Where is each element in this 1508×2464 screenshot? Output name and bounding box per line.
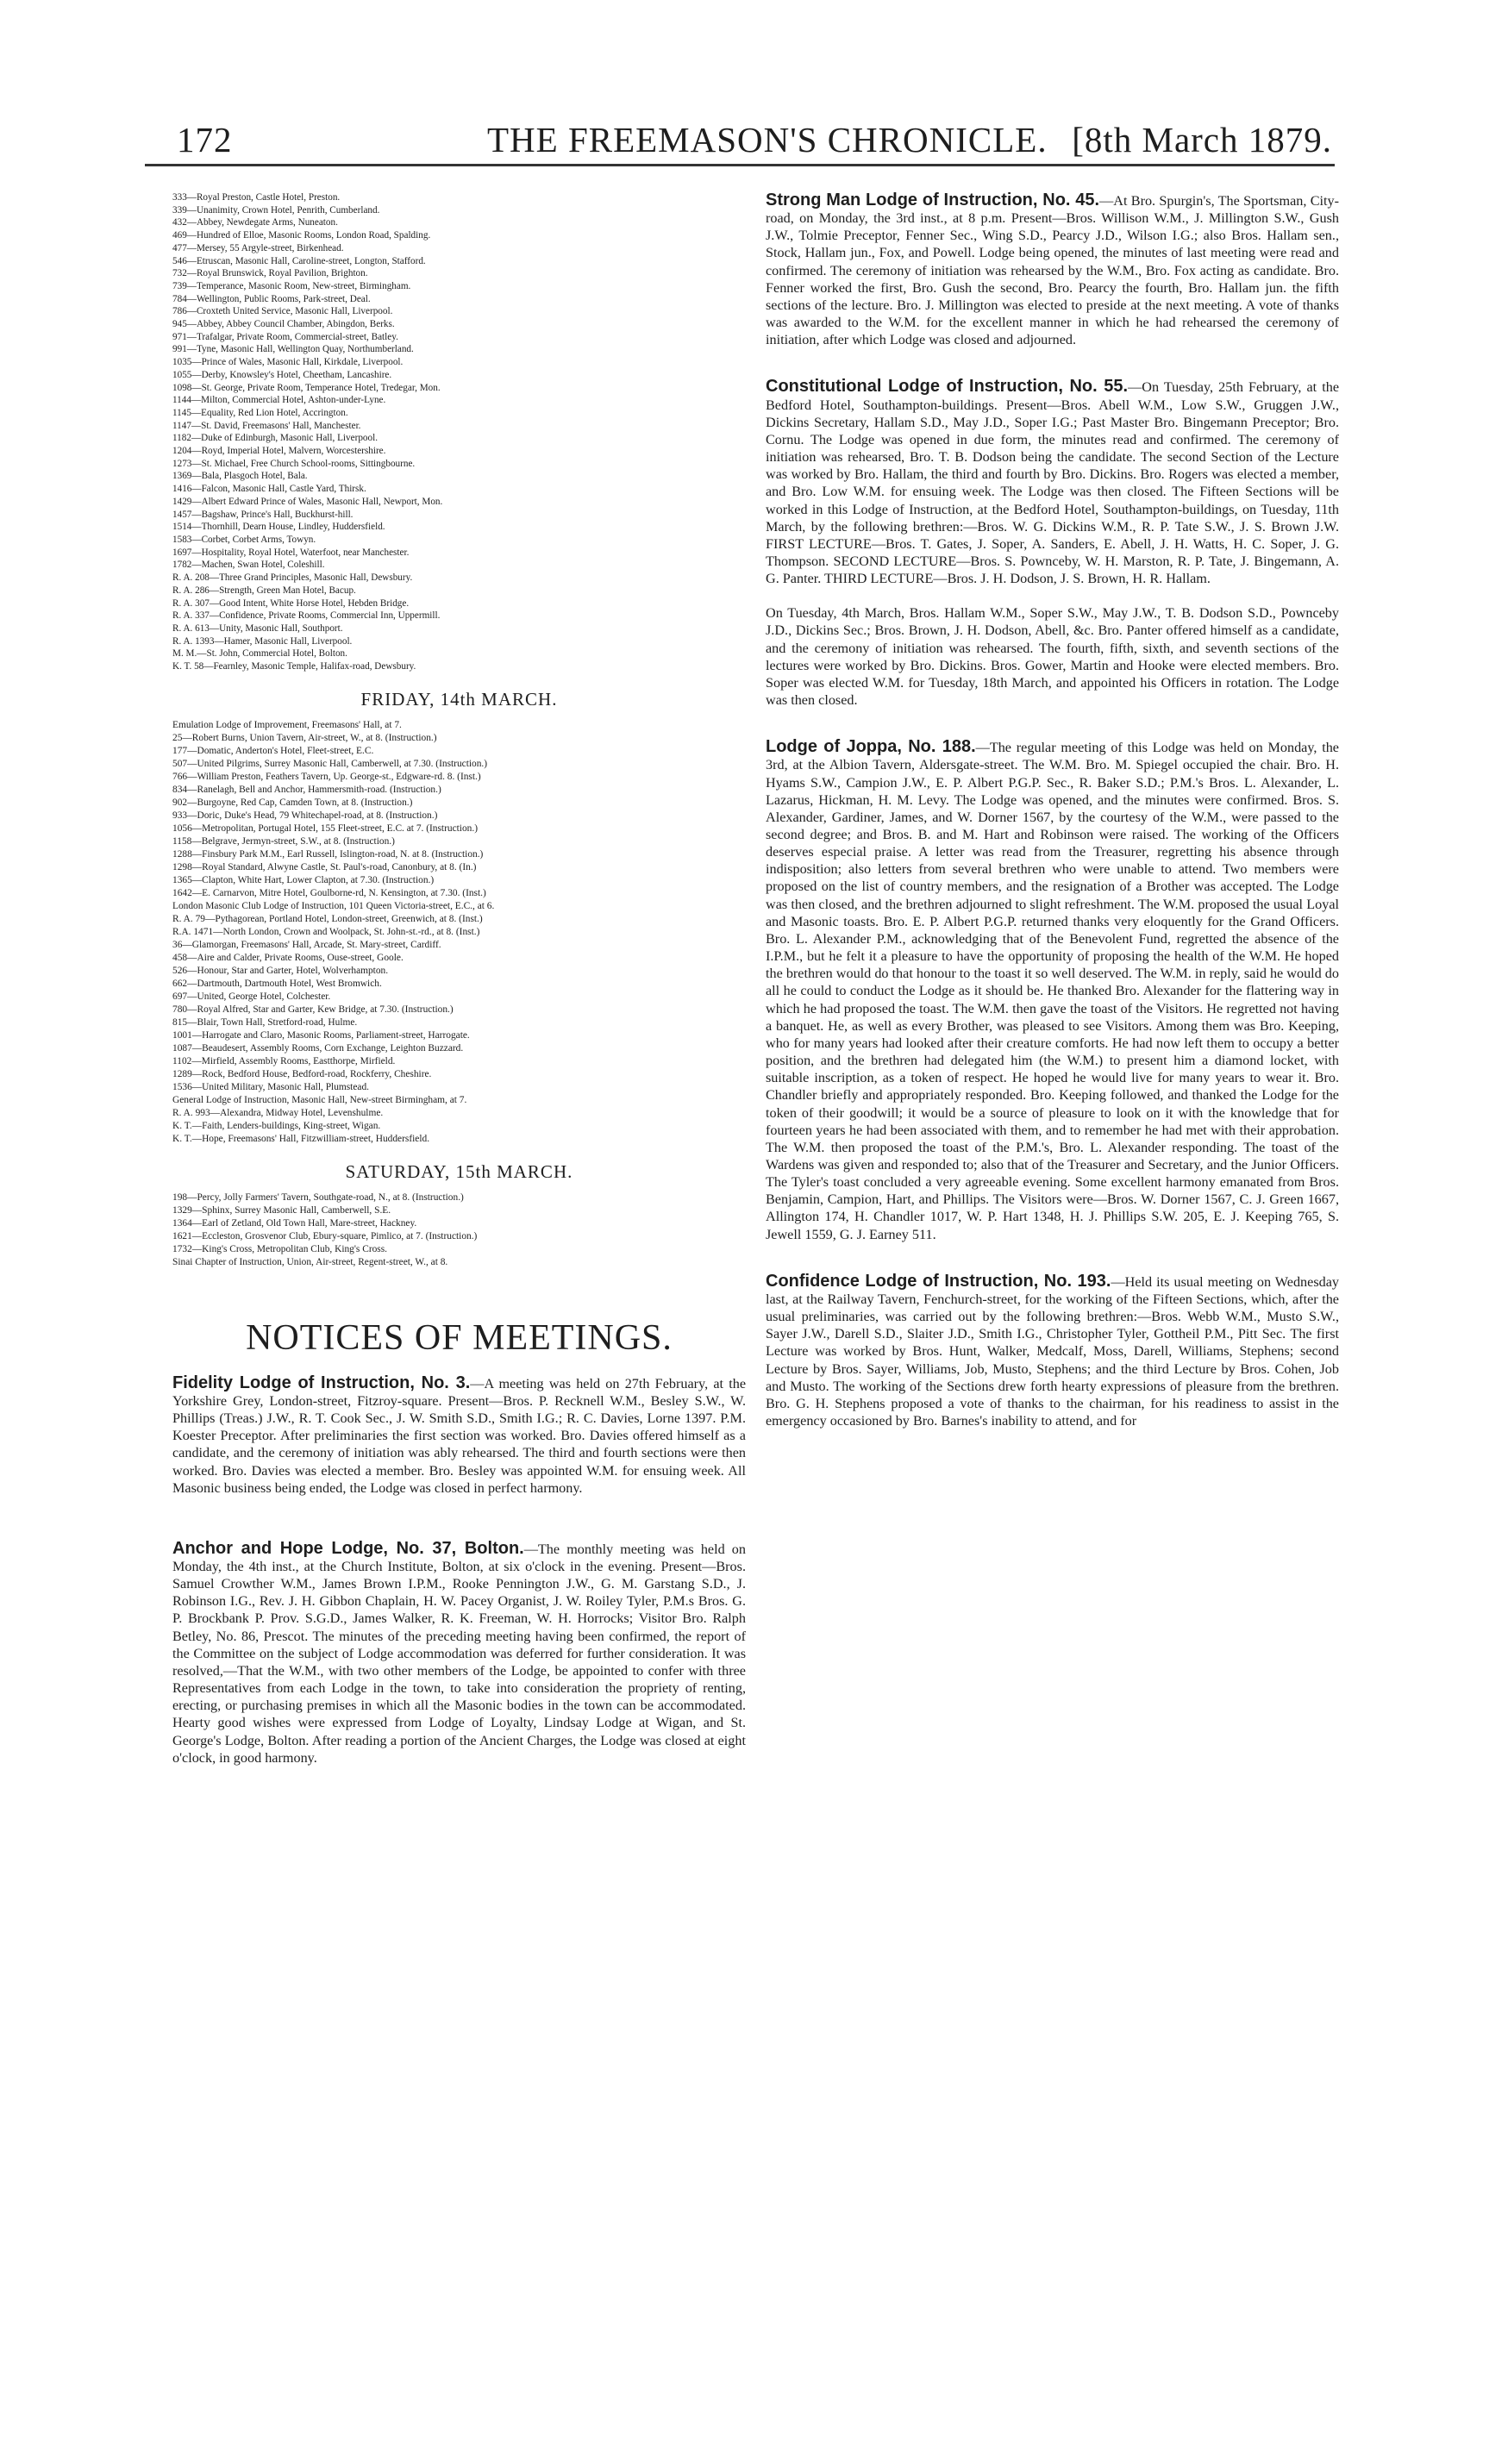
- article-title: Lodge of Joppa, No. 188.: [766, 737, 976, 757]
- notices-heading: NOTICES OF MEETINGS.: [246, 1317, 673, 1358]
- list-item: 1102—Mirfield, Assembly Rooms, Eastthorpe, Mirfield.: [172, 1055, 396, 1066]
- list-item: 945—Abbey, Abbey Council Chamber, Abingdon, Berks.: [172, 319, 395, 330]
- list-item: 1514—Thornhill, Dearn House, Lindley, Huddersfield.: [172, 522, 385, 533]
- article-title: Anchor and Hope Lodge, No. 37, Bolton.: [172, 1538, 524, 1558]
- list-item: 1732—King's Cross, Metropolitan Club, King's Cross.: [172, 1243, 388, 1254]
- list-item: M. M.—St. John, Commercial Hotel, Bolton.: [172, 648, 347, 660]
- list-item: R. A. 286—Strength, Green Man Hotel, Bacup.: [172, 585, 356, 596]
- list-item: 732—Royal Brunswick, Royal Pavilion, Brighton.: [172, 268, 368, 279]
- list-item: 1416—Falcon, Masonic Hall, Castle Yard, Thirsk.: [172, 484, 366, 495]
- list-item: K. T. 58—Fearnley, Masonic Temple, Halifax-road, Dewsbury.: [172, 661, 416, 672]
- friday-heading: FRIDAY, 14th MARCH.: [360, 688, 558, 710]
- list-item: R. A. 613—Unity, Masonic Hall, Southport.: [172, 622, 343, 634]
- article-fidelity: [172, 1374, 746, 1497]
- list-item: 1329—Sphinx, Surrey Masonic Hall, Camberwell, S.E.: [172, 1204, 391, 1216]
- list-item: 469—Hundred of Elloe, Masonic Rooms, London Road, Spalding.: [172, 230, 431, 241]
- article-constitutional: [766, 378, 1339, 587]
- issue-date: [8th March 1879.: [1072, 120, 1332, 159]
- list-item: 1298—Royal Standard, Alwyne Castle, St. Paul's-road, Canonbury, at 8. (In.): [172, 861, 477, 872]
- list-item: R. A. 208—Three Grand Principles, Masonic Hall, Dewsbury.: [172, 572, 413, 584]
- article-title: Strong Man Lodge of Instruction, No. 45.: [766, 191, 1100, 210]
- article-body: —Held its usual meeting on Wednesday last, at the Railway Tavern, Fenchurch-street, for the working of the Fifteen Sections, which, after the usual preliminaries, was carried out by the following brethren:—Bros. Webb W.M., Musto S.W., Sayer J.W., Darell S.D., Slaiter J.D., Smith I.G., Christopher Tyler, Gottheil P.M., Pitt Sec. The first Lecture was worked by Bros. Hunt, Walker, Medcalf, Moss, Darell, Williams, Stephens; second Lecture by Bros. Sayer, Williams, Job, Musto, Stephens; and the third Lecture by Bros. Cohen, Job and Musto. The working of the Sections drew forth hearty expressions of pleasure from the brethren. Bro. G. H. Stephens proposed a vote of thanks to the chairman, for his readiness to assist in the emergency occasioned by Bro. Barnes's inability to attend, and for: [766, 1273, 1339, 1429]
- list-item: R. A. 307—Good Intent, White Horse Hotel, Hebden Bridge.: [172, 597, 410, 609]
- list-item: 1001—Harrogate and Claro, Masonic Rooms, Parliament-street, Harrogate.: [172, 1029, 470, 1041]
- list-item: 1536—United Military, Masonic Hall, Plumstead.: [172, 1081, 369, 1092]
- list-item: 526—Honour, Star and Garter, Hotel, Wolverhampton.: [172, 965, 389, 976]
- list-item: 834—Ranelagh, Bell and Anchor, Hammersmith-road. (Instruction.): [172, 784, 441, 795]
- article-body: —At Bro. Spurgin's, The Sportsman, City-road, on Monday, the 3rd inst., at 8 p.m. Present—Bros. Willison W.M., J. Millington S.W., Gush J.W., Tolmie Preceptor, Fenner Sec., Wing S.D., Pearcy J.D., Wilson I.G.; also Bros. Hallam sen., Stock, Hallam jun., Fox, and Powell. Lodge being opened, the minutes of last meeting were read and confirmed. The ceremony of initiation was rehearsed by the W.M., Bro. Fox acting as candidate. Bro. Fenner worked the first, Bro. Gush the second, Bro. Pearcy the fourth, Bro. Hallam jun. the fifth sections of the lecture. Bro. J. Millington was elected to preside at the next meeting. A vote of thanks was awarded to the W.M. for the excellent manner in which he had rehearsed the ceremony of initiation, after which Lodge was closed and adjourned.: [766, 193, 1339, 348]
- article-strong-man: [766, 191, 1339, 348]
- list-item: 1087—Beaudesert, Assembly Rooms, Corn Exchange, Leighton Buzzard.: [172, 1042, 464, 1054]
- spacer: [766, 587, 1339, 604]
- list-item: 697—United, George Hotel, Colchester.: [172, 991, 331, 1002]
- list-item: 971—Trafalgar, Private Room, Commercial-street, Batley.: [172, 331, 398, 342]
- list-item: 1204—Royd, Imperial Hotel, Malvern, Worcestershire.: [172, 446, 386, 457]
- list-item: 780—Royal Alfred, Star and Garter, Kew Bridge, at 7.30. (Instruction.): [172, 1004, 454, 1015]
- friday-list: [172, 719, 746, 1146]
- article-title: Constitutional Lodge of Instruction, No. 55.: [766, 377, 1129, 397]
- list-item: 991—Tyne, Masonic Hall, Wellington Quay, Northumberland.: [172, 344, 414, 355]
- masthead: [177, 119, 1332, 159]
- list-item: 786—Croxteth United Service, Masonic Hall, Liverpool.: [172, 306, 393, 317]
- list-item: 739—Temperance, Masonic Room, New-street, Birmingham.: [172, 280, 411, 291]
- saturday-list: [172, 1191, 746, 1269]
- list-item: 477—Mersey, 55 Argyle-street, Birkenhead.: [172, 242, 344, 253]
- list-item: 1621—Eccleston, Grosvenor Club, Ebury-square, Pimlico, at 7. (Instruction.): [172, 1230, 478, 1241]
- list-item: Emulation Lodge of Improvement, Freemasons' Hall, at 7.: [172, 719, 402, 730]
- list-item: London Masonic Club Lodge of Instruction, 101 Queen Victoria-street, E.C., at 6.: [172, 900, 495, 911]
- left-column: [172, 191, 746, 1767]
- article-confidence: [766, 1273, 1339, 1429]
- article-anchor-and-hope: [172, 1540, 746, 1767]
- list-item: 1144—Milton, Commercial Hotel, Ashton-under-Lyne.: [172, 395, 386, 406]
- list-item: 1642—E. Carnarvon, Mitre Hotel, Goulborne-rd, N. Kensington, at 7.30. (Inst.): [172, 887, 486, 898]
- list-item: 177—Domatic, Anderton's Hotel, Fleet-street, E.C.: [172, 745, 374, 756]
- publication-title: THE FREEMASON'S CHRONICLE.: [487, 120, 1048, 159]
- article-title: Confidence Lodge of Instruction, No. 193.: [766, 1271, 1111, 1291]
- list-item: 339—Unanimity, Crown Hotel, Penrith, Cumberland.: [172, 204, 380, 216]
- spacer: [172, 1497, 746, 1540]
- article-constitutional-continued: On Tuesday, 4th March, Bros. Hallam W.M., Soper S.W., May J.W., T. B. Dodson S.D., Powncebу J.D., Dickins Sec.; Bros. Brown, J. H. Dodson, Abell, &c. Bro. Panter offered himself as a candidate, and the ceremony of initiation was rehearsed. The fourth, fifth, sixth, and seventh sections of the lectures were worked by Bro. Dickins. Bros. Gower, Martin and Hooke were elected members. Bro. Soper was elected W.M. for Tuesday, 18th March, and appointed his Officers in rotation. The Lodge was then closed.: [766, 605, 1339, 709]
- list-item: 1182—Duke of Edinburgh, Masonic Hall, Liverpool.: [172, 433, 379, 444]
- list-item: 1369—Bala, Plasgoch Hotel, Bala.: [172, 471, 308, 482]
- list-item: 198—Percy, Jolly Farmers' Tavern, Southgate-road, N., at 8. (Instruction.): [172, 1191, 464, 1203]
- list-item: 25—Robert Burns, Union Tavern, Air-street, W., at 8. (Instruction.): [172, 732, 437, 743]
- list-item: 815—Blair, Town Hall, Stretford-road, Hulme.: [172, 1016, 358, 1028]
- saturday-heading: SATURDAY, 15th MARCH.: [345, 1160, 573, 1182]
- list-item: 1055—Derby, Knowsley's Hotel, Cheetham, Lancashire.: [172, 369, 392, 380]
- list-item: R. A. 993—Alexandra, Midway Hotel, Levenshulme.: [172, 1107, 384, 1118]
- list-item: 784—Wellington, Public Rooms, Park-street, Deal.: [172, 293, 371, 304]
- list-item: 36—Glamorgan, Freemasons' Hall, Arcade, St. Mary-street, Cardiff.: [172, 939, 441, 950]
- header-rule: [145, 164, 1335, 166]
- list-item: K. T.—Faith, Lenders-buildings, King-street, Wigan.: [172, 1120, 381, 1131]
- article-body: —The monthly meeting was held on Monday, the 4th inst., at the Church Institute, Bolton, at six o'clock in the evening. Present—Bros. Samuel Crowther W.M., James Brown I.P.M., Rooke Pennington J.W., G. M. Garstang S.D., J. Robinson I.G., Rev. J. H. Gibbon Chaplain, H. W. Pacey Organist, J. W. Roiley Tyler, P.M.s Bros. G. P. Brockbank P. Prov. S.G.D., James Walker, R. K. Freeman, W. H. Horrocks; Visitor Bro. Ralph Betley, No. 86, Prescot. The minutes of the preceding meeting having been confirmed, the report of the Committee on the subject of Lodge accommodation was deferred for further consideration. It was resolved,—That the W.M., with two other members of the Lodge, be appointed to confer with three Representatives from each Lodge in the town, to take into consideration the propriety of renting, erecting, or purchasing premises in which all the Masonic bodies in the town can be accommodated. Hearty good wishes were expressed from Lodge of Loyalty, Lindsay Lodge at Wigan, and St. George's Lodge, Bolton. After reading a portion of the Ancient Charges, the Lodge was closed at eight o'clock, in good harmony.: [172, 1541, 746, 1766]
- list-item: K. T.—Hope, Freemasons' Hall, Fitzwilliam-street, Huddersfield.: [172, 1133, 430, 1144]
- list-item: R.A. 1471—North London, Crown and Woolpack, St. John-st.-rd., at 8. (Inst.): [172, 926, 480, 937]
- list-item: R. A. 79—Pythagorean, Portland Hotel, London-street, Greenwich, at 8. (Inst.): [172, 913, 483, 924]
- list-item: 1035—Prince of Wales, Masonic Hall, Kirkdale, Liverpool.: [172, 357, 404, 368]
- list-item: 1697—Hospitality, Royal Hotel, Waterfoot, near Manchester.: [172, 547, 410, 558]
- list-item: 1782—Machen, Swan Hotel, Coleshill.: [172, 560, 325, 571]
- list-item: 1289—Rock, Bedford House, Bedford-road, Rockferry, Cheshire.: [172, 1068, 432, 1079]
- article-body: —On Tuesday, 25th February, at the Bedford Hotel, Southampton-buildings. Present—Bros. Abell W.M., Low S.W., Gruggen J.W., Dickins Secretary, Hallam S.D., May J.D., Soper I.G.; Past Master Bro. Bingemann Preceptor; Bro. Cornu. The Lodge was opened in due form, the minutes read and confirmed. The ceremony of initiation was rehearsed, Bro. T. B. Dodson being the candidate. The second Section of the Lecture was worked by Bro. Hallam, the third and fourth by Bro. Dickins. Bro. Rogers was elected a member, and Bro. Low W.M. for ensuing week. The Lodge was then closed. The Fifteen Sections will be worked in this Lodge of Instruction, at the Bedford Hotel, Southampton-buildings, on Tuesday, 11th March, by the following brethren:—Bros. W. G. Dickins W.M., R. P. Tate S.W., J. S. Brown J.W. FIRST LECTURE—Bros. T. Gates, J. Soper, A. Sanders, E. Abell, J. H. Watts, H. C. Soper, J. G. Thompson. SECOND LECTURE—Bros. S. Powncebу, W. H. Marston, R. P. Tate, J. Bingemann, A. G. Panter. THIRD LECTURE—Bros. J. H. Dodson, J. S. Brown, H. R. Hallam.: [766, 379, 1340, 587]
- list-item: 1145—Equality, Red Lion Hotel, Accrington.: [172, 407, 348, 418]
- article-title: Fidelity Lodge of Instruction, No. 3.: [172, 1373, 471, 1392]
- list-item: 1273—St. Michael, Free Church School-rooms, Sittingbourne.: [172, 458, 416, 469]
- list-item: General Lodge of Instruction, Masonic Hall, New-street Birmingham, at 7.: [172, 1094, 467, 1105]
- list-item: 1429—Albert Edward Prince of Wales, Masonic Hall, Newport, Mon.: [172, 496, 443, 507]
- list-item: 1056—Metropolitan, Portugal Hotel, 155 Fleet-street, E.C. at 7. (Instruction.): [172, 822, 478, 834]
- list-item: 1288—Finsbury Park M.M., Earl Russell, Islington-road, N. at 8. (Instruction.): [172, 848, 484, 860]
- list-item: 546—Etruscan, Masonic Hall, Caroline-street, Longton, Stafford.: [172, 255, 426, 266]
- list-item: 1364—Earl of Zetland, Old Town Hall, Mare-street, Hackney.: [172, 1217, 417, 1229]
- list-item: 507—United Pilgrims, Surrey Masonic Hall, Camberwell, at 7.30. (Instruction.): [172, 758, 488, 769]
- list-item: Sinai Chapter of Instruction, Union, Air-street, Regent-street, W., at 8.: [172, 1256, 448, 1267]
- list-item: 1583—Corbet, Corbet Arms, Towyn.: [172, 534, 316, 545]
- list-item: 766—William Preston, Feathers Tavern, Up. George-st., Edgware-rd. 8. (Inst.): [172, 771, 481, 782]
- list-item: 662—Dartmouth, Dartmouth Hotel, West Bromwich.: [172, 978, 382, 989]
- list-item: 902—Burgoyne, Red Cap, Camden Town, at 8. (Instruction.): [172, 797, 413, 808]
- list-item: 933—Doric, Duke's Head, 79 Whitechapel-road, at 8. (Instruction.): [172, 810, 438, 821]
- list-item: R. A. 1393—Hamer, Masonic Hall, Liverpool.: [172, 635, 353, 647]
- list-item: 333—Royal Preston, Castle Hotel, Preston.: [172, 192, 341, 203]
- list-item: 1457—Bagshaw, Prince's Hall, Buckhurst-hill.: [172, 509, 354, 520]
- list-item: 1147—St. David, Freemasons' Hall, Manchester.: [172, 420, 361, 431]
- spacer: [766, 1243, 1339, 1273]
- article-joppa: [766, 738, 1339, 1243]
- list-item: R. A. 337—Confidence, Private Rooms, Commercial Inn, Uppermill.: [172, 610, 441, 622]
- list-item: 458—Aire and Calder, Private Rooms, Ouse-street, Goole.: [172, 952, 404, 963]
- article-body: —A meeting was held on 27th February, at the Yorkshire Grey, London-street, Fitzroy-square. Present—Bros. P. Recknell W.M., Besley S.W., W. Phillips (Treas.) J.W., R. T. Cook Sec., J. W. Smith S.D., Smith I.G.; R. C. Davies, Lorne 1397. P.M. Koester Preceptor. After preliminaries the first section was worked. Bro. Davies offered himself as a candidate, and the ceremony of initiation was ably rehearsed. The third and fourth sections were then worked. Bro. Davies was elected a member. Bro. Besley was appointed W.M. for ensuing week. All Masonic business being ended, the Lodge was closed in perfect harmony.: [172, 1375, 746, 1496]
- page-number: 172: [177, 120, 233, 159]
- list-item: 1098—St. George, Private Room, Temperance Hotel, Tredegar, Mon.: [172, 382, 441, 393]
- thursday-list: [172, 191, 746, 673]
- list-item: 1365—Clapton, White Hart, Lower Clapton, at 7.30. (Instruction.): [172, 874, 435, 885]
- list-item: 432—Abbey, Newdegate Arms, Nuneaton.: [172, 217, 338, 228]
- list-item: 1158—Belgrave, Jermyn-street, S.W., at 8. (Instruction.): [172, 835, 395, 847]
- article-body: —The regular meeting of this Lodge was held on Monday, the 3rd, at the Albion Tavern, Aldersgate-street. The W.M. Bro. M. Spiegel occupied the chair. Bro. H. Hyams S.W., Campion J.W., E. P. Albert P.G.P. Sec., R. Baker S.D.; P.M.'s Bros. L. Alexander, L. Lazarus, Hickman, H. M. Levy. The Lodge was opened, and the minutes were confirmed. Bros. S. Alexander, Gardiner, James, and W. Dorner 1567, by the courtesy of the W.M., were passed to the second degree; and Bros. B. and M. Hart and Robinson were raised. The working of the Officers deserves especial praise. A letter was read from the Treasurer, regretting his absence through indisposition; also letters from several brethren who were unable to attend. Two members were proposed on the list of country members, and the resignation of a Brother was accepted. The Lodge was then closed, and the brethren adjourned to slight refreshment. The W.M. proposed the usual Loyal and Masonic toasts. Bro. E. P. Albert P.G.P. returned thanks very eloquently for the Grand Officers. Bro. L. Alexander P.M., acknowledging that of the Benevolent Fund, regretted the absence of the I.P.M., but he felt it a pleasure to have the opportunity of proposing the health of the W.M. He hoped the brethren would do that honour to the toast it so well deserved. The W.M. in reply, said he would do all he could to conduct the Lodge as it should be. He thanked Bro. Alexander for the flattering way in which he had proposed the toast. The W.M. then gave the toast of the Visitors. He regretted not having a banquet. He, as well as every Brother, was pleased to see Visitors. Among them was Bro. Keeping, who for many years had looked after their creature comforts. He had now left them to occupy a better position, and the brethren had delegated him (the W.M.) to present him a diamond locket, with suitable inscription, as a token of respect. He hoped he would live for many years to wear it. Bro. Chandler briefly and appropriately responded. Bro. Keeping followed, and thanked the Lodge for the token of their goodwill; it would be a source of pleasure to look on it with the knowledge that for fourteen years he had been associated with them, and to remember he had met with their approbation. The W.M. then proposed the toast of the P.M.'s, Bro. L. Alexander responding. The toast of the Wardens was given and responded to; also that of the Treasurer and Secretary, and the Junior Officers. The Tyler's toast concluded a very agreeable evening. Some excellent harmony emanated from Bros. Benjamin, Campion, Hart, and Phillips. The Visitors were—Bros. W. Dorner 1567, C. J. Green 1667, Allington 174, H. Chandler 1017, W. P. Hart 1348, H. J. Phillips S.W. 205, E. J. Keeping 765, S. Jewell 1559, G. J. Earney 511.: [766, 740, 1339, 1242]
- spacer: [766, 709, 1339, 738]
- spacer: [766, 348, 1339, 378]
- right-column: [766, 191, 1339, 1429]
